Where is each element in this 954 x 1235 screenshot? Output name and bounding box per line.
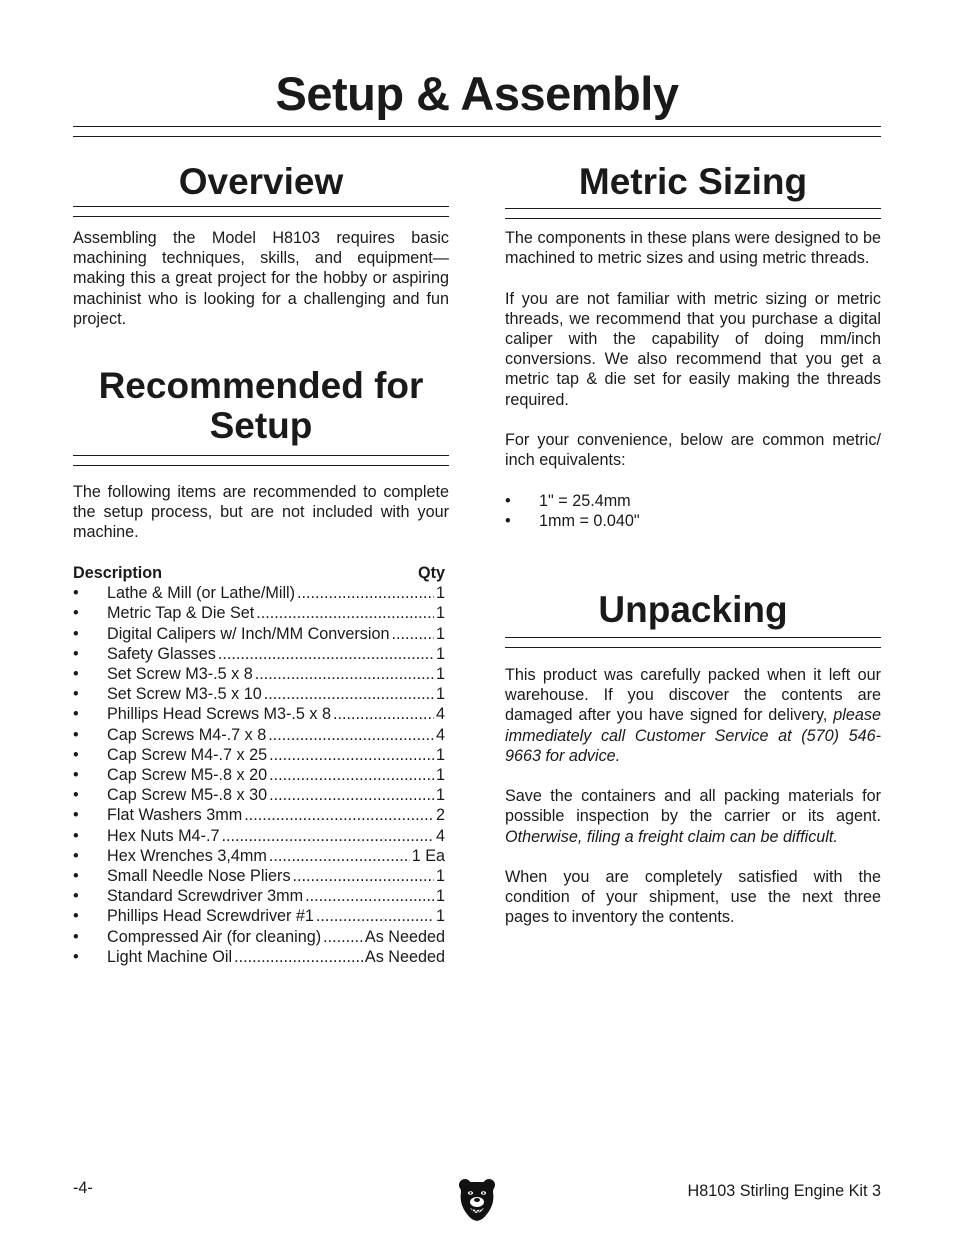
dot-leader <box>316 906 434 926</box>
table-row <box>73 704 445 724</box>
dot-leader <box>244 805 434 825</box>
table-row <box>73 624 445 644</box>
table-row <box>73 603 445 623</box>
footer-doc-title: H8103 Stirling Engine Kit 3 <box>687 1182 881 1200</box>
title-rule-top <box>73 126 881 127</box>
item-qty: 4 <box>435 725 445 744</box>
table-row <box>73 906 445 926</box>
table-row <box>73 765 445 785</box>
bullet: • <box>73 806 79 825</box>
dot-leader <box>391 624 434 644</box>
item-qty: 1 <box>435 665 445 684</box>
item-name: Phillips Head Screws M3-.5 x 8 <box>107 705 332 724</box>
item-qty: 1 <box>435 584 445 603</box>
item-name: Hex Wrenches 3,4mm <box>107 846 267 865</box>
items-header-description: Description <box>73 564 163 582</box>
metric-paragraph-3: For your convenience, below are common metric/ inch equivalents: <box>505 431 881 470</box>
item-qty: 4 <box>435 826 445 845</box>
unpacking-paragraph-3: When you are completely satisfied with the condition of your shipment, use the next three pages to inventory the contents. <box>505 868 881 927</box>
table-row <box>73 745 445 765</box>
overview-rule-bottom <box>73 216 449 217</box>
table-row <box>73 947 445 967</box>
recommended-items-table <box>73 563 445 967</box>
table-row <box>73 644 445 664</box>
table-row <box>73 866 445 886</box>
items-list <box>73 583 445 967</box>
item-name: Flat Washers 3mm <box>107 806 243 825</box>
item-name: Set Screw M3-.5 x 8 <box>107 665 253 684</box>
metric-paragraph-1: The components in these plans were designed to be machined to metric sizes and using metric threads. <box>505 229 881 268</box>
item-name: Small Needle Nose Pliers <box>107 867 291 886</box>
table-row <box>73 805 445 825</box>
table-row <box>73 846 445 866</box>
item-name: Compressed Air (for cleaning) <box>107 927 322 946</box>
bullet: • <box>73 745 79 764</box>
items-header-qty: Qty <box>418 564 445 582</box>
dot-leader <box>333 704 434 724</box>
item-name: Cap Screws M4-.7 x 8 <box>107 725 267 744</box>
dot-leader <box>269 745 434 765</box>
dot-leader <box>234 947 363 967</box>
bullet: • <box>73 846 79 865</box>
dot-leader <box>269 785 434 805</box>
item-qty: 1 <box>435 624 445 643</box>
table-row <box>73 785 445 805</box>
item-qty: 1 <box>435 887 445 906</box>
bullet: • <box>73 685 79 704</box>
table-row <box>73 664 445 684</box>
item-name: Safety Glasses <box>107 644 216 663</box>
item-name: Digital Calipers w/ Inch/MM Conversion <box>107 624 390 643</box>
title-rule-bottom <box>73 136 881 137</box>
item-name: Light Machine Oil <box>107 947 233 966</box>
table-row <box>73 684 445 704</box>
page-title: Setup & Assembly <box>275 67 679 120</box>
dot-leader <box>323 927 363 947</box>
dot-leader <box>221 826 434 846</box>
bullet: • <box>73 927 79 946</box>
dot-leader <box>269 846 410 866</box>
unpacking-paragraph-2: Save the containers and all packing materials for possible inspection by the carrier or its agent. Otherwise, filing a freight claim can be difficult. <box>505 787 881 846</box>
item-qty: As Needed <box>364 947 445 966</box>
metric-rule-top <box>505 208 881 209</box>
bullet: • <box>73 947 79 966</box>
bullet: • <box>73 624 79 643</box>
page-number: -4- <box>73 1179 93 1197</box>
item-qty: 1 <box>435 786 445 805</box>
recommended-rule-bottom <box>73 465 449 466</box>
list-item: • 1mm = 0.040" <box>505 511 640 530</box>
recommended-heading <box>73 366 449 446</box>
overview-paragraph: Assembling the Model H8103 requires basic machining techniques, skills, and equipment—making this a great project for the hobby or aspiring machinist who is looking for a challenging and fun project. <box>73 229 449 328</box>
recommended-heading-line1: Recommended for <box>98 365 424 406</box>
item-qty: 1 <box>435 766 445 785</box>
bullet: • <box>73 907 79 926</box>
dot-leader <box>293 866 434 886</box>
bullet: • <box>73 584 79 603</box>
recommended-intro <box>73 482 449 543</box>
item-qty: 1 <box>435 907 445 926</box>
recommended-intro-paragraph: The following items are recommended to complete the setup process, but are not included with your machine. <box>73 483 449 542</box>
table-row <box>73 725 445 745</box>
item-name: Cap Screw M5-.8 x 20 <box>107 766 268 785</box>
metric-equivalents-list <box>505 491 881 531</box>
item-name: Standard Screwdriver 3mm <box>107 887 304 906</box>
unpacking-rule-bottom <box>505 647 881 648</box>
item-name: Cap Screw M4-.7 x 25 <box>107 745 268 764</box>
table-row <box>73 886 445 906</box>
recommended-rule-top <box>73 455 449 456</box>
item-qty: 1 <box>435 644 445 663</box>
item-qty: 1 <box>435 867 445 886</box>
item-name: Phillips Head Screwdriver #1 <box>107 907 314 926</box>
dot-leader <box>269 765 434 785</box>
dot-leader <box>305 886 434 906</box>
bullet: • <box>73 867 79 886</box>
item-qty: 4 <box>435 705 445 724</box>
metric-rule-bottom <box>505 218 881 219</box>
table-row <box>73 583 445 603</box>
bullet: • <box>73 826 79 845</box>
unpacking-rule-top <box>505 637 881 638</box>
item-qty: As Needed <box>364 927 445 946</box>
list-item: • 1" = 25.4mm <box>505 491 631 510</box>
unpacking-text <box>505 665 881 928</box>
item-name: Cap Screw M5-.8 x 30 <box>107 786 268 805</box>
dot-leader <box>256 603 434 623</box>
bullet: • <box>73 665 79 684</box>
metric-heading: Metric Sizing <box>578 161 808 202</box>
unpacking-heading: Unpacking <box>598 589 788 630</box>
bullet: • <box>73 786 79 805</box>
item-qty: 1 <box>435 685 445 704</box>
overview-rule-top <box>73 206 449 207</box>
item-qty: 2 <box>435 806 445 825</box>
bullet: • <box>73 644 79 663</box>
dot-leader <box>264 684 434 704</box>
overview-heading: Overview <box>178 161 344 202</box>
item-name: Lathe & Mill (or Lathe/Mill) <box>107 584 296 603</box>
items-header <box>73 563 445 583</box>
bullet: • <box>73 766 79 785</box>
unpacking-paragraph-1: This product was carefully packed when it left our warehouse. If you discover the contents are damaged after you have signed for delivery, please immediately call Customer Service at (570) 546-9663 for advice. <box>505 666 881 765</box>
bullet: • <box>73 705 79 724</box>
table-row <box>73 927 445 947</box>
recommended-heading-line2: Setup <box>209 405 313 446</box>
metric-text <box>505 228 881 531</box>
bullet: • <box>73 887 79 906</box>
metric-paragraph-2: If you are not familiar with metric sizing or metric threads, we recommend that you purchase a digital caliper with the capability of doing mm/inch conversions. We also recommend that you get a metric tap & die set for easily making the threads required. <box>505 289 881 409</box>
item-qty: 1 <box>435 745 445 764</box>
item-name: Metric Tap & Die Set <box>107 604 255 623</box>
dot-leader <box>218 644 434 664</box>
item-qty: 1 <box>435 604 445 623</box>
dot-leader <box>297 583 434 603</box>
item-qty: 1 Ea <box>411 846 445 865</box>
item-name: Set Screw M3-.5 x 10 <box>107 685 262 704</box>
item-name: Hex Nuts M4-.7 <box>107 826 220 845</box>
bear-logo-icon <box>457 1178 497 1222</box>
overview-text <box>73 228 449 329</box>
dot-leader <box>255 664 434 684</box>
bullet: • <box>73 725 79 744</box>
bullet: • <box>73 604 79 623</box>
dot-leader <box>268 725 434 745</box>
table-row <box>73 826 445 846</box>
